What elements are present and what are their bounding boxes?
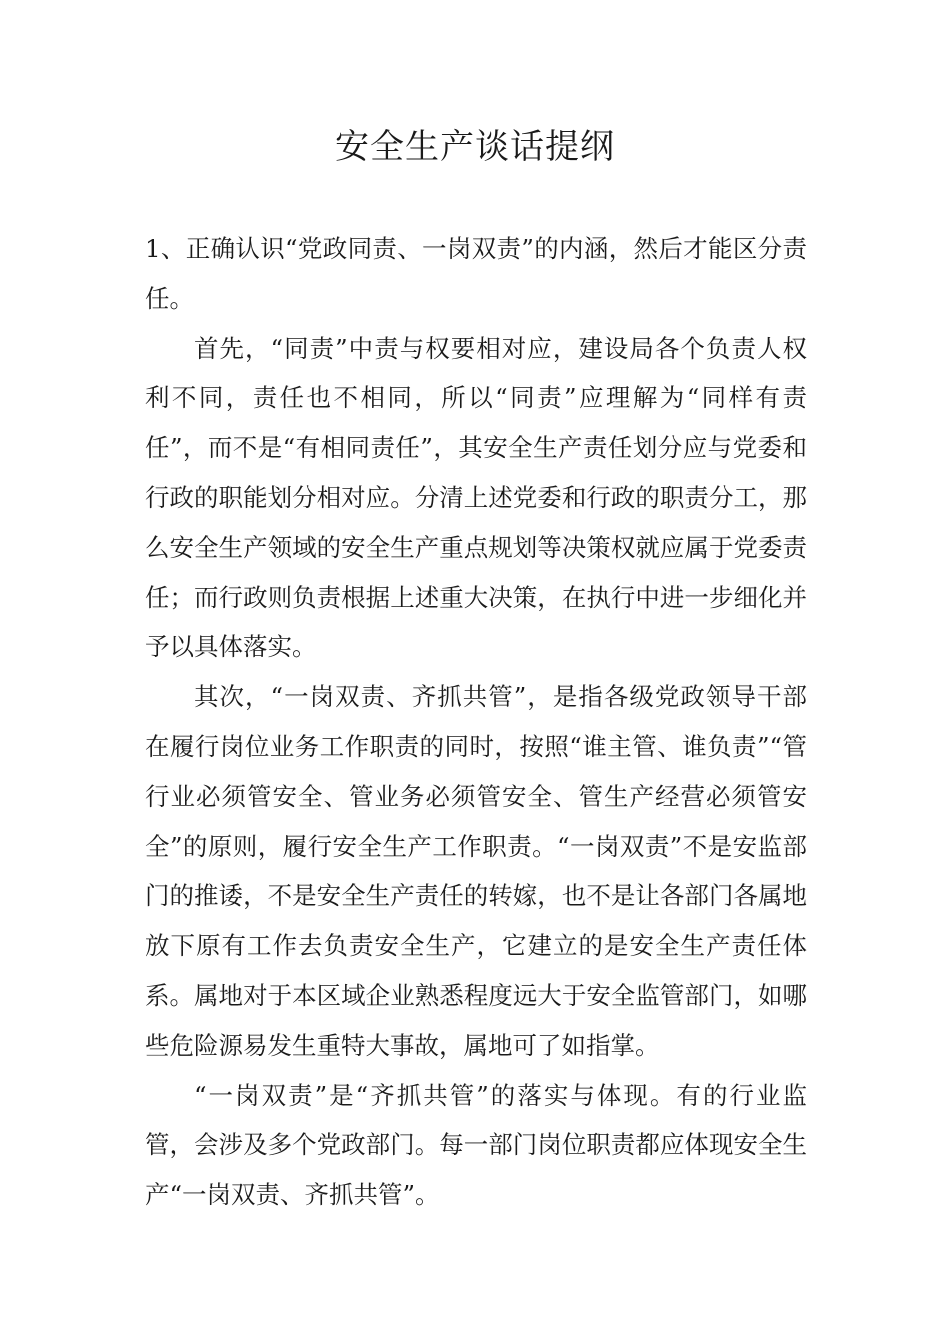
paragraph-2: 首先，“同责”中责与权要相对应，建设局各个负责人权利不同，责任也不相同，所以“同责”应理解为“同样有责任”，而不是“有相同责任”，其安全生产责任划分应与党委和行政的职能划分相对应。分清上述党委和行政的职责分工，那么安全生产领域的安全生产重点规划等决策权就应属于党委责任；而行政则负责根据上述重大决策，在执行中进一步细化并予以具体落实。 xyxy=(145,333,807,662)
document-body xyxy=(145,224,807,1220)
paragraph-1: 1、正确认识“党政同责、一岗双责”的内涵，然后才能区分责任。 xyxy=(145,234,807,313)
paragraph-3: 其次，“一岗双责、齐抓共管”，是指各级党政领导干部在履行岗位业务工作职责的同时，按照“谁主管、谁负责”“管行业必须管安全、管业务必须管安全、管生产经营必须管安全”的原则，履行安全生产工作职责。“一岗双责”不是安监部门的推诿，不是安全生产责任的转嫁，也不是让各部门各属地放下原有工作去负责安全生产，它建立的是安全生产责任体系。属地对于本区域企业熟悉程度远大于安全监管部门，如哪些危险源易发生重特大事故，属地可了如指掌。 xyxy=(145,682,807,1060)
paragraph-4: “一岗双责”是“齐抓共管”的落实与体现。有的行业监管，会涉及多个党政部门。每一部门岗位职责都应体现安全生产“一岗双责、齐抓共管”。 xyxy=(145,1080,807,1210)
document-title: 安全生产谈话提纲 xyxy=(335,127,615,167)
